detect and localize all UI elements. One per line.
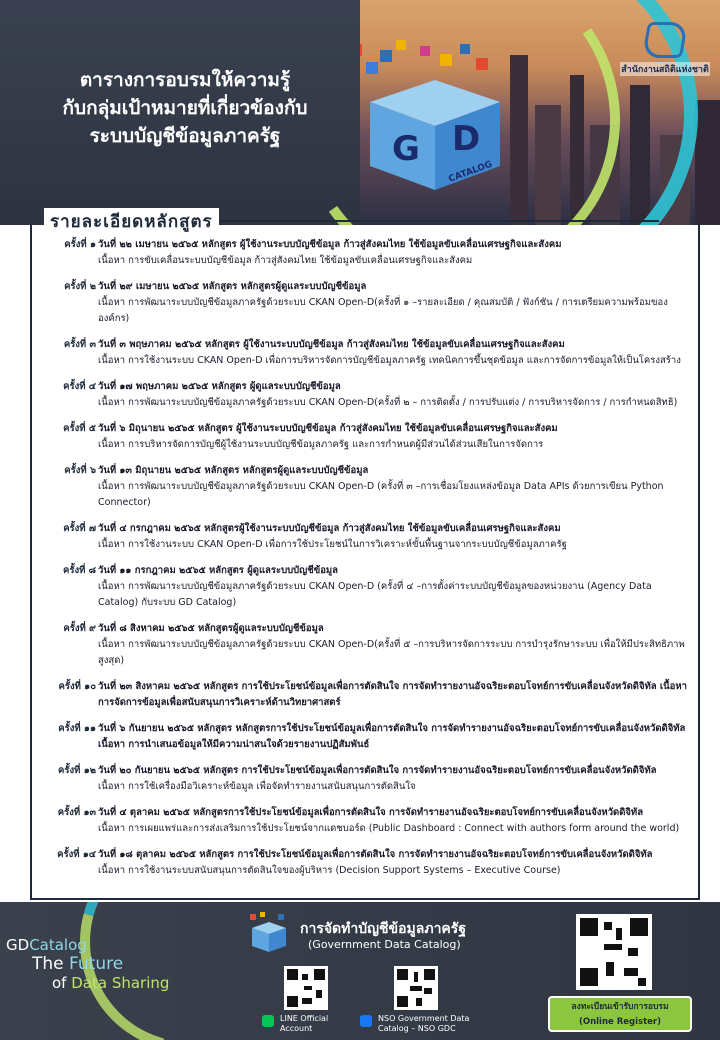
session-item-1 bbox=[40, 237, 690, 269]
slogan-future: Future bbox=[69, 954, 124, 974]
nso-logo bbox=[620, 22, 710, 76]
session-item-3 bbox=[40, 337, 690, 369]
session-line-2: เนื้อหา การบริหารจัดการบัญชีผู้ใช้งานระบบบัญชีข้อมูลภาครัฐ และการกำหนดผู้มีส่วนได้ส่วนเสียในการจัดการ bbox=[98, 439, 544, 450]
session-line-2: เนื้อหา การใช้งานระบบสนับสนุนการตัดสินใจของผู้บริหาร (Decision Support Systems – Executive Course) bbox=[98, 865, 561, 876]
session-number: ครั้งที่ ๓ bbox=[63, 339, 96, 350]
session-line-1: วันที่ ๒๓ สิงหาคม ๒๕๖๕ หลักสูตร การใช้ประโยชน์ข้อมูลเพื่อการตัดสินใจ การจัดทำรายงานอัจฉริยะตอบโจทย์การขับเคลื่อนจังหวัดดิจิทัล เนื้อหา การจัดการข้อมูลเพื่อสนับสนุนการวิเคราะห์ด้านวิทยาศาสตร์ bbox=[98, 681, 687, 708]
line-label: LINE Official Account bbox=[280, 1014, 329, 1033]
line-qr-code[interactable] bbox=[284, 966, 328, 1010]
session-line-2: เนื้อหา การใช้เครื่องมือวิเคราะห์ข้อมูล เพื่อจัดทำรายงานสนับสนุนการตัดสินใจ bbox=[98, 781, 416, 792]
session-number: ครั้งที่ ๑๐ bbox=[58, 681, 96, 692]
session-line-1: วันที่ ๘ สิงหาคม ๒๕๖๕ หลักสูตรผู้ดูแลระบบบัญชีข้อมูล bbox=[98, 623, 324, 634]
session-item-7 bbox=[40, 521, 690, 553]
cube-letter-d: D bbox=[452, 119, 481, 159]
session-number: ครั้งที่ ๙ bbox=[63, 623, 96, 634]
session-number: ครั้งที่ ๑๔ bbox=[57, 849, 96, 860]
session-list bbox=[40, 237, 690, 879]
session-line-1: วันที่ ๑๑ กรกฎาคม ๒๕๖๕ หลักสูตร ผู้ดูแลระบบบัญชีข้อมูล bbox=[98, 565, 339, 576]
session-line-1: วันที่ ๑๓ มิถุนายน ๒๕๖๕ หลักสูตร หลักสูตรผู้ดูแลระบบบัญชีข้อมูล bbox=[98, 465, 369, 476]
session-number: ครั้งที่ ๗ bbox=[63, 523, 96, 534]
footer-title: การจัดทำบัญชีข้อมูลภาครัฐ bbox=[300, 921, 467, 937]
session-item-10 bbox=[40, 679, 690, 711]
header-banner bbox=[0, 0, 720, 225]
facebook-icon bbox=[360, 1015, 372, 1027]
register-label-th: ลงทะเบียนเข้ารับการอบรม bbox=[571, 1002, 669, 1012]
org-name: สำนักงานสถิติแห่งชาติ bbox=[620, 62, 710, 76]
section-title: รายละเอียดหลักสูตร bbox=[44, 208, 219, 235]
slogan-catalog: Catalog bbox=[29, 936, 87, 954]
session-line-2: เนื้อหา การพัฒนาระบบบัญชีข้อมูลภาครัฐด้วยระบบ CKAN Open-D(ครั้งที่ ๕ –การบริหารจัดการระบบ การบำรุงรักษาระบบ เพื่อให้มีประสิทธิภาพสูงสุด) bbox=[98, 639, 685, 666]
nso-mark-icon bbox=[642, 22, 688, 58]
line-icon bbox=[262, 1015, 274, 1027]
slogan-of: of bbox=[52, 974, 67, 992]
session-line-2: เนื้อหา การขับเคลื่อนระบบบัญชีข้อมูล ก้าวสู่สังคมไทย ใช้ข้อมูลขับเคลื่อนเศรษฐกิจและสังคม bbox=[98, 255, 473, 266]
cube-label: CATALOG bbox=[447, 159, 494, 185]
session-line-1: วันที่ ๖ มิถุนายน ๒๕๖๕ หลักสูตร ผู้ใช้งานระบบบัญชีข้อมูล ก้าวสู่สังคมไทย ใช้ข้อมูลขับเคลื่อนเศรษฐกิจและสังคม bbox=[98, 423, 558, 434]
session-line-1: วันที่ ๓ พฤษภาคม ๒๕๖๕ หลักสูตร ผู้ใช้งานระบบบัญชีข้อมูล ก้าวสู่สังคมไทย ใช้ข้อมูลขับเคลื่อนเศรษฐกิจและสังคม bbox=[98, 339, 565, 350]
facebook-label: NSO Government Data Catalog – NSO GDC bbox=[378, 1014, 470, 1033]
session-line-2: เนื้อหา การเผยแพร่และการส่งเสริมการใช้ประโยชน์จากแดชบอร์ด (Public Dashboard : Connect with authors form around the world) bbox=[98, 823, 680, 834]
session-line-1: วันที่ ๔ กรกฎาคม ๒๕๖๕ หลักสูตรผู้ใช้งานระบบบัญชีข้อมูล ก้าวสู่สังคมไทย ใช้ข้อมูลขับเคลื่อนเศรษฐกิจและสังคม bbox=[98, 523, 561, 534]
slogan bbox=[6, 936, 206, 992]
session-number: ครั้งที่ ๒ bbox=[64, 281, 96, 292]
slogan-data-sharing: Data Sharing bbox=[71, 974, 170, 992]
session-line-1: วันที่ ๖ กันยายน ๒๕๖๕ หลักสูตร หลักสูตรการใช้ประโยชน์ข้อมูลเพื่อการตัดสินใจ การจัดทำรายงานอัจฉริยะตอบโจทย์การขับเคลื่อนจังหวัดดิจิทัล เนื้อหา การนำเสนอข้อมูลให้มีความน่าสนใจด้วยรายงานปฏิสัมพันธ์ bbox=[98, 723, 686, 750]
session-number: ครั้งที่ ๔ bbox=[63, 381, 96, 392]
page-title bbox=[30, 66, 340, 150]
session-item-4 bbox=[40, 379, 690, 411]
session-item-11 bbox=[40, 721, 690, 753]
session-number: ครั้งที่ ๘ bbox=[63, 565, 96, 576]
session-line-1: วันที่ ๑๗ พฤษภาคม ๒๕๖๕ หลักสูตร ผู้ดูแลระบบบัญชีข้อมูล bbox=[98, 381, 341, 392]
session-item-12 bbox=[40, 763, 690, 795]
session-line-2: เนื้อหา การพัฒนาระบบบัญชีข้อมูลภาครัฐด้วยระบบ CKAN Open-D(ครั้งที่ ๒ – การติดตั้ง / การปรับแต่ง / การบริหารจัดการ / การกำหนดสิทธิ) bbox=[98, 397, 678, 408]
slogan-gd: GD bbox=[6, 936, 30, 954]
session-item-5 bbox=[40, 421, 690, 453]
session-item-2 bbox=[40, 279, 690, 327]
session-item-6 bbox=[40, 463, 690, 511]
title-line-3: ระบบบัญชีข้อมูลภาครัฐ bbox=[89, 125, 281, 147]
session-line-1: วันที่ ๒๒ เมษายน ๒๕๖๕ หลักสูตร ผู้ใช้งานระบบบัญชีข้อมูล ก้าวสู่สังคมไทย ใช้ข้อมูลขับเคลื่อนเศรษฐกิจและสังคม bbox=[98, 239, 562, 250]
session-item-14 bbox=[40, 847, 690, 879]
gd-logo-icon bbox=[248, 912, 290, 954]
session-item-13 bbox=[40, 805, 690, 837]
title-line-2: กับกลุ่มเป้าหมายที่เกี่ยวข้องกับ bbox=[62, 97, 308, 119]
session-number: ครั้งที่ ๕ bbox=[63, 423, 96, 434]
gd-catalog-cube-logo bbox=[360, 40, 510, 190]
cube-letter-g: G bbox=[392, 129, 420, 169]
slogan-the: The bbox=[32, 954, 64, 974]
session-item-8 bbox=[40, 563, 690, 611]
online-register-button[interactable] bbox=[548, 996, 692, 1032]
register-qr-code[interactable] bbox=[576, 914, 652, 990]
session-item-9 bbox=[40, 621, 690, 669]
session-line-1: วันที่ ๒๐ กันยายน ๒๕๖๕ หลักสูตร การใช้ประโยชน์ข้อมูลเพื่อการตัดสินใจ การจัดทำรายงานอัจฉริยะตอบโจทย์การขับเคลื่อนจังหวัดดิจิทัล bbox=[98, 765, 657, 776]
session-line-2: เนื้อหา การใช้งานระบบ CKAN Open-D เพื่อการใช้ประโยชน์ในการวิเคราะห์ขั้นพื้นฐานจากระบบบัญชีข้อมูลภาครัฐ bbox=[98, 539, 567, 550]
session-number: ครั้งที่ ๖ bbox=[64, 465, 96, 476]
session-line-2: เนื้อหา การพัฒนาระบบบัญชีข้อมูลภาครัฐด้วยระบบ CKAN Open-D (ครั้งที่ ๓ –การเชื่อมโยงแหล่งข้อมูล Data APIs ด้วยการเขียน Python Connector) bbox=[98, 481, 664, 508]
session-line-1: วันที่ ๔ ตุลาคม ๒๕๖๕ หลักสูตรการใช้ประโยชน์ข้อมูลเพื่อการตัดสินใจ การจัดทำรายงานอัจฉริยะตอบโจทย์การขับเคลื่อนจังหวัดดิจิทัล bbox=[98, 807, 644, 818]
session-number: ครั้งที่ ๑๑ bbox=[58, 723, 96, 734]
footer-subtitle: (Government Data Catalog) bbox=[308, 938, 461, 951]
session-line-2: เนื้อหา การใช้งานระบบ CKAN Open-D เพื่อการบริหารจัดการบัญชีข้อมูลภาครัฐ เทคนิคการขึ้นชุดข้อมูล และการจัดการข้อมูลให้เป็นโครงสร้าง bbox=[98, 355, 681, 366]
session-number: ครั้งที่ ๑๒ bbox=[58, 765, 96, 776]
session-line-2: เนื้อหา การพัฒนาระบบบัญชีข้อมูลภาครัฐด้วยระบบ CKAN Open-D (ครั้งที่ ๔ –การตั้งค่าระบบบัญชีข้อมูลของหน่วยงาน (Agency Data Catalog) กับระบบ GD Catalog) bbox=[98, 581, 652, 608]
register-label-en: (Online Register) bbox=[578, 1017, 662, 1027]
session-number: ครั้งที่ ๑๓ bbox=[57, 807, 96, 818]
session-line-1: วันที่ ๑๘ ตุลาคม ๒๕๖๕ หลักสูตร การใช้ประโยชน์ข้อมูลเพื่อการตัดสินใจ การจัดทำรายงานอัจฉริยะตอบโจทย์การขับเคลื่อนจังหวัดดิจิทัล bbox=[98, 849, 653, 860]
title-line-1: ตารางการอบรมให้ความรู้ bbox=[79, 69, 291, 91]
session-line-2: เนื้อหา การพัฒนาระบบบัญชีข้อมูลภาครัฐด้วยระบบ CKAN Open-D(ครั้งที่ ๑ –รายละเอียด / คุณสมบัติ / ฟังก์ชัน / การเตรียมความพร้อมขององค์กร) bbox=[98, 297, 668, 324]
session-line-1: วันที่ ๒๙ เมษายน ๒๕๖๕ หลักสูตร หลักสูตรผู้ดูแลระบบบัญชีข้อมูล bbox=[98, 281, 367, 292]
session-number: ครั้งที่ ๑ bbox=[64, 239, 96, 250]
facebook-qr-code[interactable] bbox=[394, 966, 438, 1010]
